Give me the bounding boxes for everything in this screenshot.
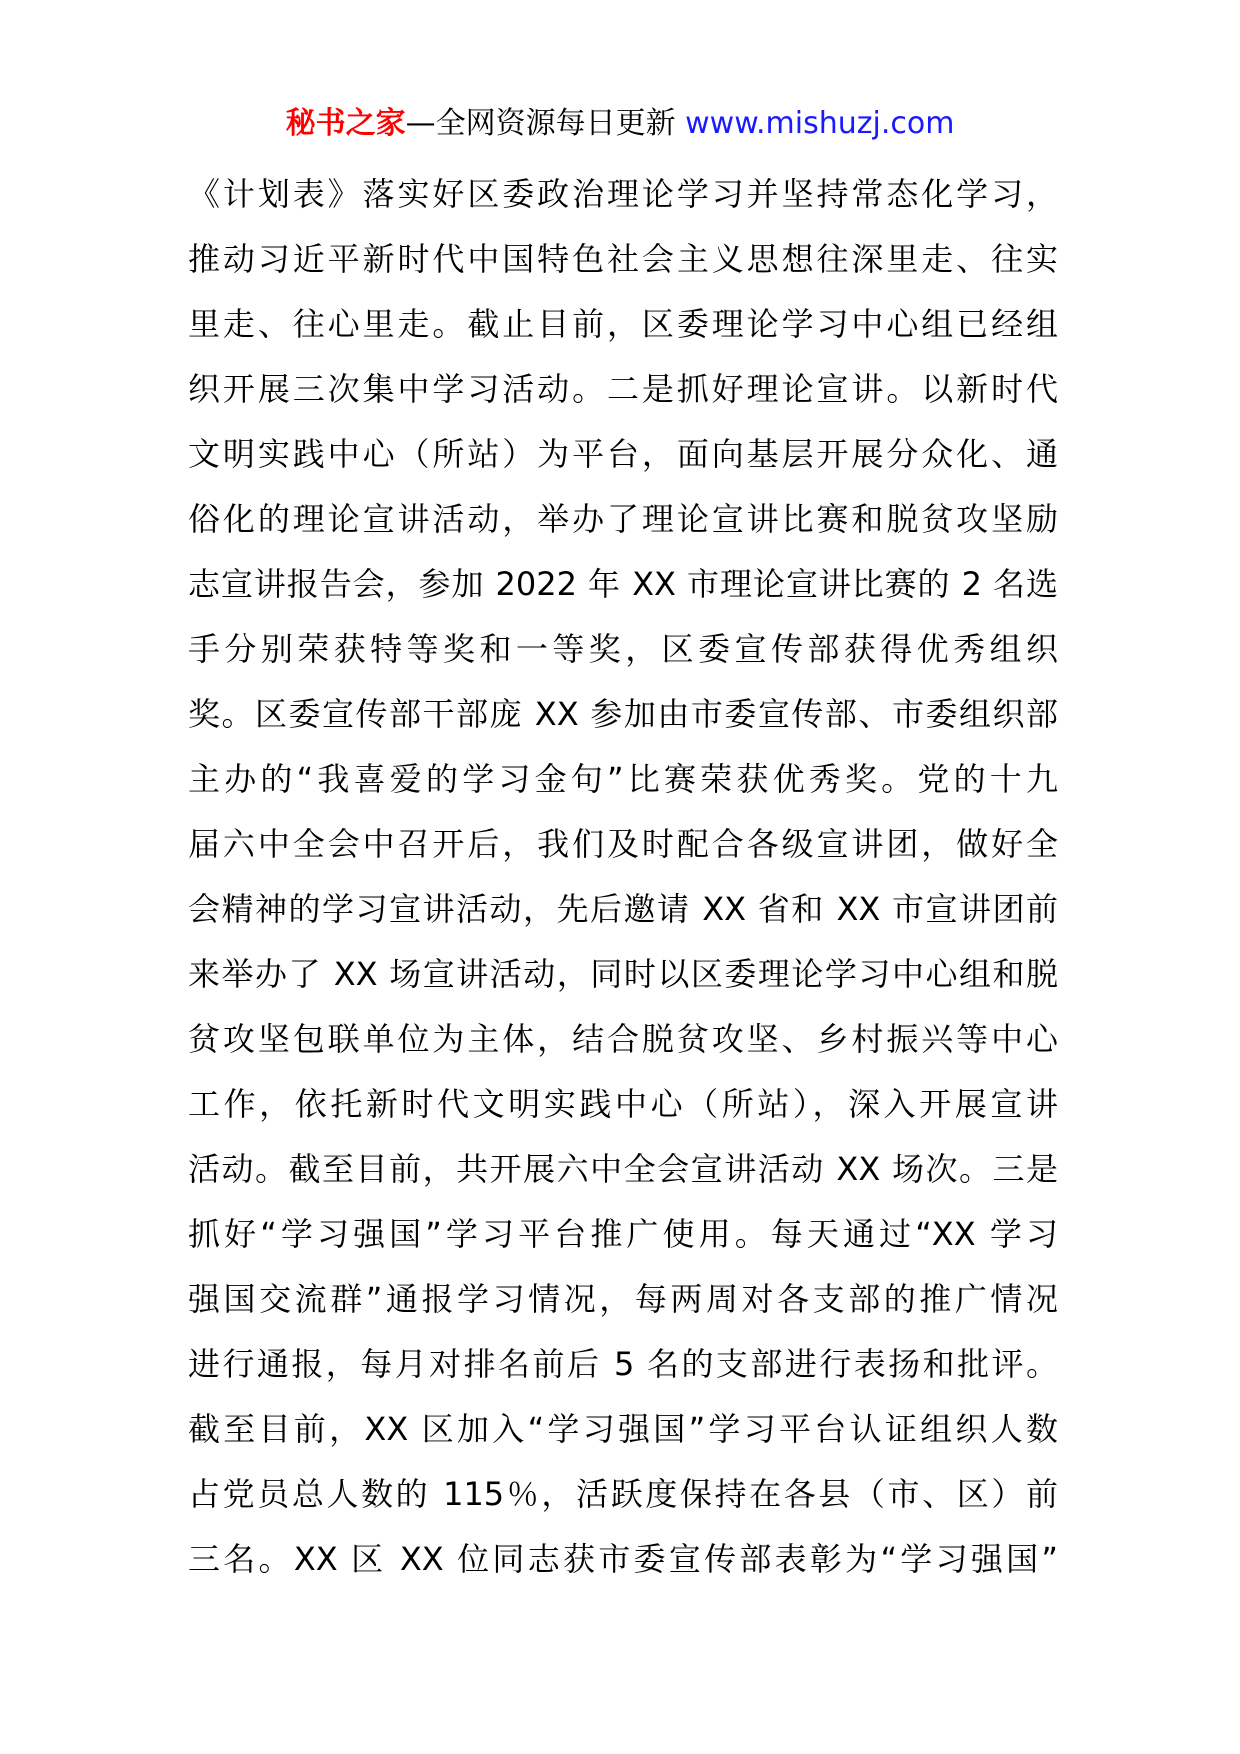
body-line: 里走、往心里走。截止目前，区委理论学习中心组已经组 (188, 305, 1058, 343)
body-line: 来举办了 XX 场宣讲活动，同时以区委理论学习中心组和脱 (188, 955, 1058, 993)
body-line: 文明实践中心（所站）为平台，面向基层开展分众化、通 (188, 435, 1058, 473)
body-line: 志宣讲报告会，参加 2022 年 XX 市理论宣讲比赛的 2 名选 (188, 565, 1058, 603)
body-line: 活动。截至目前，共开展六中全会宣讲活动 XX 场次。三是 (188, 1150, 1058, 1188)
brand-name: 秘书之家 (285, 106, 406, 141)
body-line: 《计划表》落实好区委政治理论学习并坚持常态化学习， (188, 175, 1058, 213)
body-line: 主办的“我喜爱的学习金句”比赛荣获优秀奖。党的十九 (188, 760, 1058, 798)
body-line: 织开展三次集中学习活动。二是抓好理论宣讲。以新时代 (188, 370, 1058, 408)
body-line: 强国交流群”通报学习情况，每两周对各支部的推广情况 (188, 1280, 1058, 1318)
body-line: 推动习近平新时代中国特色社会主义思想往深里走、往实 (188, 240, 1058, 278)
site-header (0, 104, 1240, 144)
body-line: 贫攻坚包联单位为主体，结合脱贫攻坚、乡村振兴等中心 (188, 1020, 1058, 1058)
body-line: 俗化的理论宣讲活动，举办了理论宣讲比赛和脱贫攻坚励 (188, 500, 1058, 538)
body-line: 三名。XX 区 XX 位同志获市委宣传部表彰为“学习强国” (188, 1540, 1058, 1578)
body-line: 抓好“学习强国”学习平台推广使用。每天通过“XX 学习 (188, 1215, 1058, 1253)
document-body (188, 162, 1058, 1592)
body-line: 进行通报，每月对排名前后 5 名的支部进行表扬和批评。 (188, 1345, 1058, 1383)
site-slogan: —全网资源每日更新 (405, 106, 676, 141)
body-line: 占党员总人数的 115％，活跃度保持在各县（市、区）前 (188, 1475, 1058, 1513)
body-line: 奖。区委宣传部干部庞 XX 参加由市委宣传部、市委组织部 (188, 695, 1058, 733)
body-line: 手分别荣获特等奖和一等奖，区委宣传部获得优秀组织 (188, 630, 1058, 668)
site-url-link[interactable]: www.mishuzj.com (685, 106, 955, 141)
body-line: 截至目前，XX 区加入“学习强国”学习平台认证组织人数 (188, 1410, 1058, 1448)
body-line: 会精神的学习宣讲活动，先后邀请 XX 省和 XX 市宣讲团前 (188, 890, 1058, 928)
body-line: 届六中全会中召开后，我们及时配合各级宣讲团，做好全 (188, 825, 1058, 863)
body-line: 工作，依托新时代文明实践中心（所站），深入开展宣讲 (188, 1085, 1058, 1123)
